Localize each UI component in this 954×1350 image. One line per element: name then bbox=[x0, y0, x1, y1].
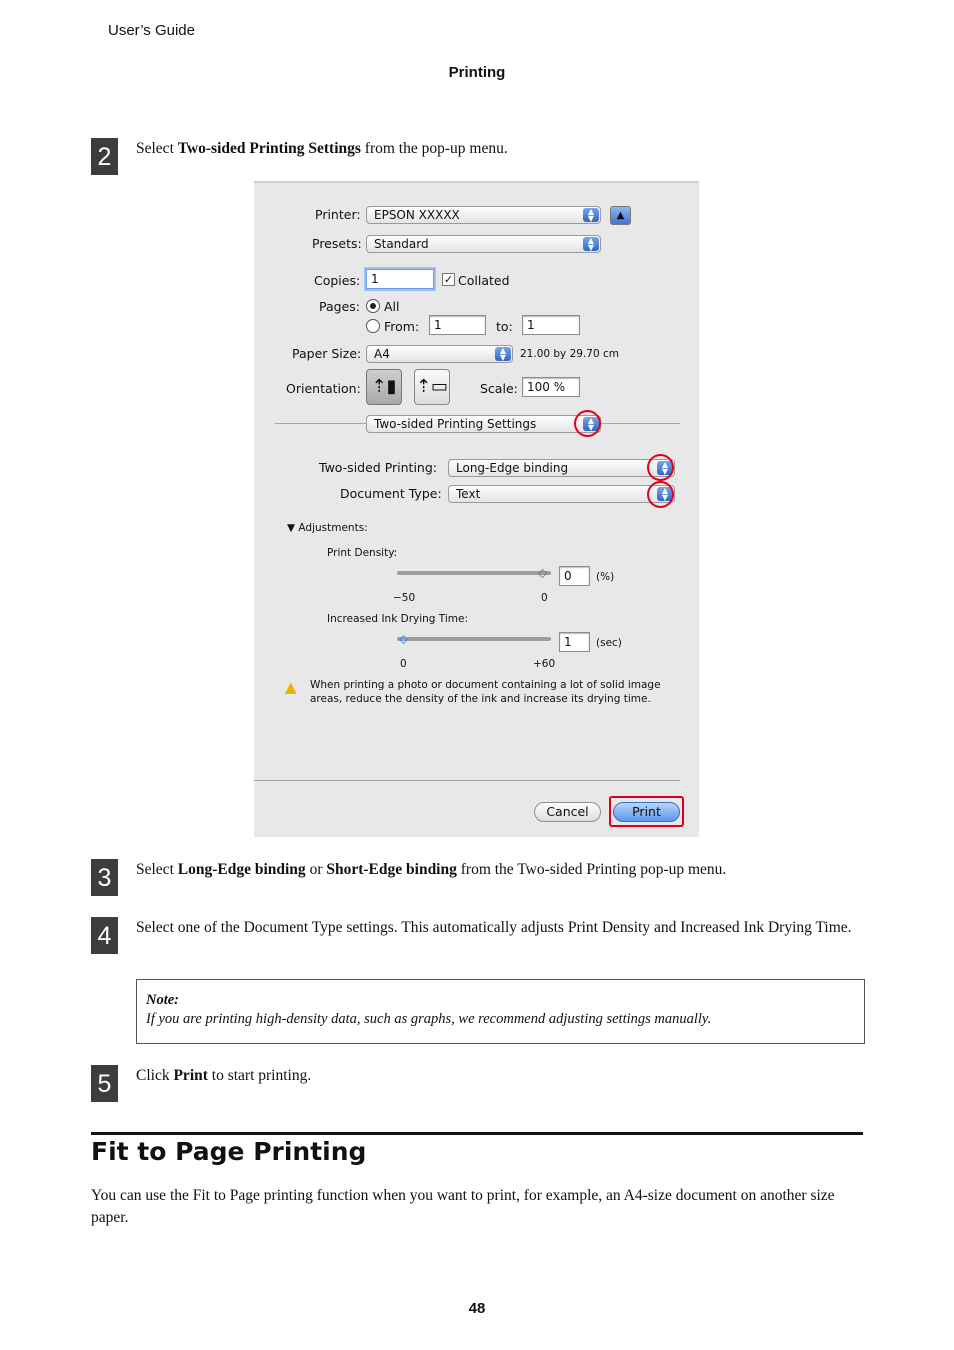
highlight-circle bbox=[574, 410, 601, 437]
running-header-section: Printing bbox=[448, 64, 506, 81]
scale-input[interactable]: 100 % bbox=[522, 377, 580, 397]
popup-arrows-icon: ▲ ▼ bbox=[583, 208, 599, 222]
running-header-guide: User’s Guide bbox=[108, 22, 195, 39]
note-text: If you are printing high-density data, such as graphs, we recommend adjusting settings manually. bbox=[146, 1011, 712, 1027]
to-input[interactable]: 1 bbox=[522, 315, 580, 335]
popup-arrows-icon: ▲ ▼ bbox=[495, 347, 511, 361]
highlight-circle bbox=[647, 454, 674, 481]
paper-size-label: Paper Size: bbox=[292, 346, 362, 361]
two-sided-printing-popup[interactable]: Long-Edge binding ▲ ▼ bbox=[448, 459, 675, 477]
copies-label: Copies: bbox=[314, 273, 361, 288]
warning-line-2: areas, reduce the density of the ink and increase its drying time. bbox=[310, 693, 651, 705]
step-text: Select Long-Edge binding or Short-Edge binding from the Two-sided Printing pop-up menu. bbox=[136, 861, 727, 878]
panel-menu-popup[interactable]: Two-sided Printing Settings ▲ ▼ bbox=[366, 415, 601, 433]
step-number: 3 bbox=[91, 859, 118, 896]
density-slider-track[interactable] bbox=[397, 571, 551, 575]
print-density-label: Print Density: bbox=[327, 547, 398, 559]
note-box bbox=[136, 979, 865, 1044]
popup-arrows-icon: ▲ ▼ bbox=[657, 461, 673, 475]
popup-arrows-icon: ▲ ▼ bbox=[657, 487, 673, 501]
step-text: Select one of the Document Type settings. This automatically adjusts Print Density and Increased Ink Drying Time. bbox=[136, 919, 852, 936]
drying-unit: (sec) bbox=[596, 637, 622, 649]
popup-arrows-icon: ▲ ▼ bbox=[583, 417, 599, 431]
from-radio[interactable] bbox=[366, 319, 380, 333]
step-text: Select Two-sided Printing Settings from the pop-up menu. bbox=[136, 140, 508, 157]
separator bbox=[254, 780, 680, 781]
all-radio[interactable] bbox=[366, 299, 380, 313]
to-label: to: bbox=[496, 319, 513, 334]
collated-label: Collated bbox=[458, 273, 510, 288]
landscape-orientation-button[interactable] bbox=[414, 369, 450, 405]
page-number: 48 bbox=[468, 1300, 486, 1317]
drying-min: 0 bbox=[400, 658, 407, 670]
presets-label: Presets: bbox=[312, 236, 362, 251]
drying-max: +60 bbox=[533, 658, 556, 670]
note-title: Note: bbox=[146, 992, 180, 1008]
document-type-label: Document Type: bbox=[340, 486, 442, 501]
from-input[interactable]: 1 bbox=[429, 315, 486, 335]
pages-label: Pages: bbox=[319, 299, 360, 314]
paper-size-popup[interactable]: A4 ▲ ▼ bbox=[366, 345, 513, 363]
printer-popup[interactable]: EPSON XXXXX ▲ ▼ bbox=[366, 206, 601, 224]
triangle-down-icon: ▼ bbox=[287, 522, 299, 534]
drying-input[interactable]: 1 bbox=[559, 632, 590, 652]
print-dialog bbox=[254, 181, 699, 837]
density-slider-thumb[interactable]: ⬦ bbox=[538, 566, 548, 581]
all-label: All bbox=[384, 299, 400, 314]
warning-line-1: When printing a photo or document containing a lot of solid image bbox=[310, 679, 661, 691]
drying-slider-thumb[interactable]: ⬦ bbox=[399, 632, 409, 647]
density-unit: (%) bbox=[596, 571, 615, 583]
density-input[interactable]: 0 bbox=[559, 566, 590, 586]
section-rule bbox=[91, 1132, 863, 1135]
drying-slider-track[interactable] bbox=[397, 637, 551, 641]
density-min: −50 bbox=[393, 592, 416, 604]
drying-time-label: Increased Ink Drying Time: bbox=[327, 613, 469, 625]
highlight-circle bbox=[647, 481, 674, 508]
orientation-label: Orientation: bbox=[286, 381, 361, 396]
landscape-icon: ⇡▭ bbox=[415, 376, 449, 397]
popup-arrows-icon: ▲ ▼ bbox=[583, 237, 599, 251]
two-sided-printing-label: Two-sided Printing: bbox=[319, 460, 437, 475]
section-body: You can use the Fit to Page printing function when you want to print, for example, an A4-size document on another size paper. bbox=[91, 1187, 835, 1226]
disclosure-button[interactable]: ▲ bbox=[610, 206, 631, 225]
highlight-box bbox=[609, 796, 684, 827]
presets-popup[interactable]: Standard ▲ ▼ bbox=[366, 235, 601, 253]
scale-label: Scale: bbox=[480, 381, 518, 396]
density-max: 0 bbox=[541, 592, 548, 604]
from-label: From: bbox=[384, 319, 420, 334]
portrait-icon: ⇡▮ bbox=[371, 376, 397, 397]
printer-label: Printer: bbox=[315, 207, 361, 222]
paper-dimensions: 21.00 by 29.70 cm bbox=[520, 348, 620, 360]
adjustments-disclosure[interactable]: ▼ Adjustments: bbox=[287, 522, 368, 534]
print-button[interactable]: Print bbox=[613, 802, 680, 822]
step-number: 4 bbox=[91, 917, 118, 954]
step-text: Click Print to start printing. bbox=[136, 1067, 312, 1084]
cancel-button[interactable]: Cancel bbox=[534, 802, 601, 822]
warning-icon: ▲ bbox=[285, 678, 297, 696]
step-number: 5 bbox=[91, 1065, 118, 1102]
step-number: 2 bbox=[91, 138, 118, 175]
section-title: Fit to Page Printing bbox=[91, 1137, 367, 1166]
collated-checkbox[interactable]: ✓ bbox=[443, 273, 454, 286]
portrait-orientation-button[interactable] bbox=[366, 369, 402, 405]
document-type-popup[interactable]: Text ▲ ▼ bbox=[448, 485, 675, 503]
copies-input[interactable]: 1 bbox=[366, 269, 434, 289]
